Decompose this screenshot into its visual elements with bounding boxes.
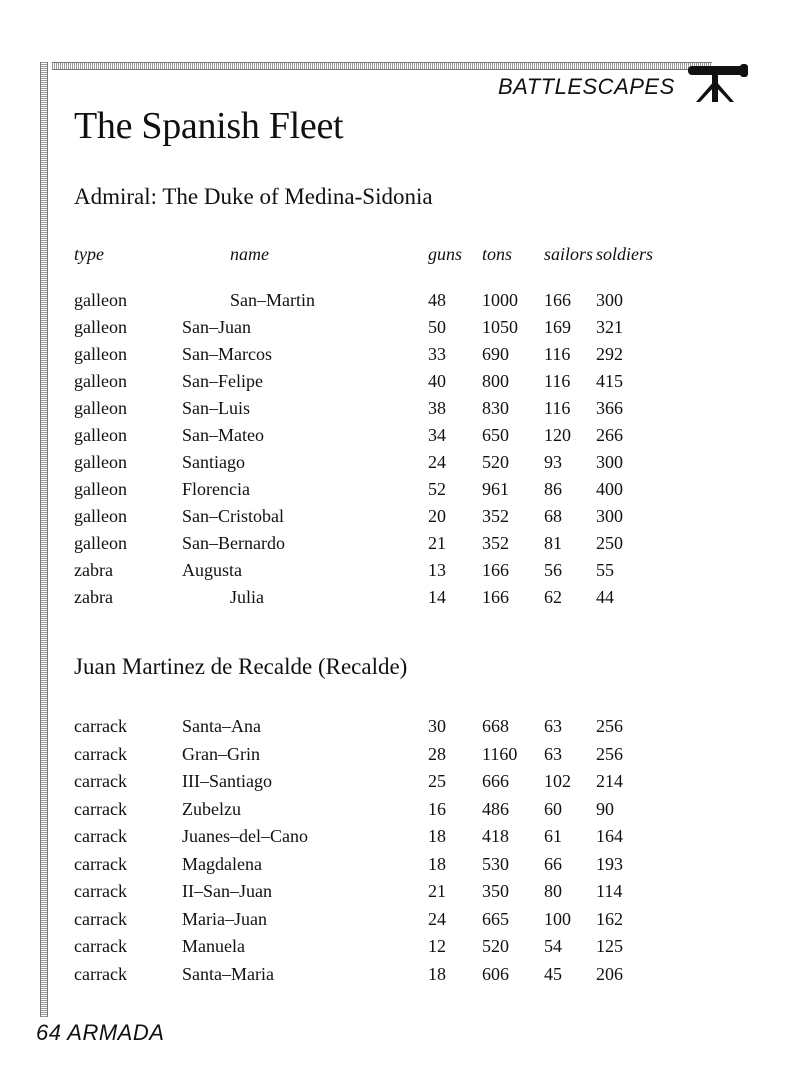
ship-sailors: 86 xyxy=(544,479,562,499)
table-row xyxy=(0,854,800,880)
table-row xyxy=(0,881,800,907)
ship-type: galleon xyxy=(74,533,127,553)
ship-soldiers: 90 xyxy=(596,798,614,819)
ship-type: galleon xyxy=(74,506,127,526)
ship-soldiers: 300 xyxy=(596,452,623,472)
table-header xyxy=(0,244,800,270)
ship-sailors: 56 xyxy=(544,560,562,580)
ship-name: San–Juan xyxy=(182,317,251,337)
ship-soldiers: 55 xyxy=(596,560,614,580)
ship-type: galleon xyxy=(74,344,127,364)
ship-tons: 520 xyxy=(482,452,509,472)
ship-name: San–Luis xyxy=(182,398,251,418)
ship-tons: 690 xyxy=(482,344,509,364)
ship-soldiers: 256 xyxy=(596,743,623,764)
table-row xyxy=(0,371,800,397)
ship-name: Zubelzu xyxy=(182,798,241,819)
ship-soldiers: 266 xyxy=(596,425,623,445)
ship-type: carrack xyxy=(74,743,127,764)
ship-type: zabra xyxy=(74,587,113,607)
ship-name: San–Cristobal xyxy=(182,506,284,526)
ship-name: San–Martin xyxy=(230,290,315,310)
column-header-type: type xyxy=(74,244,104,264)
ship-name: Santiago xyxy=(182,452,245,472)
ship-guns: 38 xyxy=(428,398,446,418)
ship-soldiers: 300 xyxy=(596,506,623,526)
ship-sailors: 68 xyxy=(544,506,562,526)
ship-name: San–Marcos xyxy=(182,344,272,364)
ship-guns: 16 xyxy=(428,798,446,819)
section-heading: Admiral: The Duke of Medina-Sidonia xyxy=(74,184,433,209)
ship-guns: 18 xyxy=(428,853,446,874)
table-row xyxy=(0,587,800,613)
ship-sailors: 61 xyxy=(544,826,562,846)
ship-sailors: 80 xyxy=(544,881,562,901)
ship-guns: 40 xyxy=(428,371,446,391)
table-row xyxy=(0,425,800,451)
ship-type: carrack xyxy=(74,853,127,874)
ship-guns: 18 xyxy=(428,963,446,984)
table-row xyxy=(0,398,800,424)
ship-tons: 166 xyxy=(482,560,509,580)
ship-guns: 14 xyxy=(428,587,446,607)
ship-soldiers: 400 xyxy=(596,479,623,499)
ship-name: Julia xyxy=(230,587,264,607)
ship-guns: 30 xyxy=(428,716,446,736)
ship-name: Magdalena xyxy=(182,853,262,874)
ship-sailors: 93 xyxy=(544,452,562,472)
ship-guns: 13 xyxy=(428,560,446,580)
ship-tons: 352 xyxy=(482,533,509,553)
table-row xyxy=(0,936,800,962)
ship-sailors: 66 xyxy=(544,853,562,874)
column-header-sailors: sailors xyxy=(544,244,594,264)
page-title: The Spanish Fleet xyxy=(74,105,344,147)
ship-tons: 350 xyxy=(482,881,509,901)
table-row xyxy=(0,964,800,990)
ship-soldiers: 164 xyxy=(596,826,623,846)
ship-soldiers: 366 xyxy=(596,398,623,418)
ship-sailors: 169 xyxy=(544,317,571,337)
ship-guns: 48 xyxy=(428,290,446,310)
ship-tons: 486 xyxy=(482,798,509,819)
ship-name: Florencia xyxy=(182,479,250,499)
table-row xyxy=(0,290,800,316)
column-header-name: name xyxy=(230,244,269,264)
ship-type: carrack xyxy=(74,881,127,901)
ship-guns: 24 xyxy=(428,908,446,929)
ship-tons: 418 xyxy=(482,826,509,846)
ship-soldiers: 256 xyxy=(596,716,623,736)
ship-name: San–Bernardo xyxy=(182,533,285,553)
ship-type: galleon xyxy=(74,452,127,472)
ship-sailors: 166 xyxy=(544,290,571,310)
ship-sailors: 45 xyxy=(544,963,562,984)
ship-name: Santa–Ana xyxy=(182,716,261,736)
ship-name: Juanes–del–Cano xyxy=(182,826,308,846)
ship-guns: 50 xyxy=(428,317,446,337)
ship-sailors: 116 xyxy=(544,398,571,418)
page-footer: 64 ARMADA xyxy=(36,1020,165,1045)
ship-guns: 18 xyxy=(428,826,446,846)
ship-name: Augusta xyxy=(182,560,242,580)
ship-guns: 52 xyxy=(428,479,446,499)
ship-sailors: 60 xyxy=(544,798,562,819)
ship-type: galleon xyxy=(74,398,127,418)
ship-type: galleon xyxy=(74,479,127,499)
ship-tons: 961 xyxy=(482,479,509,499)
ship-name: Santa–Maria xyxy=(182,963,274,984)
table-row xyxy=(0,771,800,797)
ship-type: galleon xyxy=(74,290,127,310)
ship-tons: 352 xyxy=(482,506,509,526)
ship-soldiers: 44 xyxy=(596,587,614,607)
ship-tons: 1160 xyxy=(482,743,518,764)
ship-guns: 25 xyxy=(428,771,446,791)
table-row xyxy=(0,317,800,343)
ship-tons: 520 xyxy=(482,936,509,956)
ship-soldiers: 114 xyxy=(596,881,623,901)
ship-type: carrack xyxy=(74,798,127,819)
ship-sailors: 102 xyxy=(544,771,571,791)
ship-guns: 34 xyxy=(428,425,446,445)
ship-type: carrack xyxy=(74,826,127,846)
ship-tons: 650 xyxy=(482,425,509,445)
table-row xyxy=(0,560,800,586)
section-heading: Juan Martinez de Recalde (Recalde) xyxy=(74,654,408,679)
ship-sailors: 62 xyxy=(544,587,562,607)
ship-tons: 1000 xyxy=(482,290,518,310)
ship-name: Manuela xyxy=(182,936,245,956)
ship-guns: 12 xyxy=(428,936,446,956)
ship-soldiers: 214 xyxy=(596,771,623,791)
ship-guns: 21 xyxy=(428,881,446,901)
section-header-label: BATTLESCAPES xyxy=(498,74,675,99)
ship-guns: 20 xyxy=(428,506,446,526)
ship-guns: 28 xyxy=(428,743,446,764)
ship-name: Gran–Grin xyxy=(182,743,260,764)
table-row xyxy=(0,909,800,935)
ship-name: Maria–Juan xyxy=(182,908,267,929)
ship-soldiers: 206 xyxy=(596,963,623,984)
cannon-icon xyxy=(682,54,752,106)
ship-soldiers: 292 xyxy=(596,344,623,364)
table-row xyxy=(0,344,800,370)
ship-name: San–Mateo xyxy=(182,425,264,445)
ship-tons: 1050 xyxy=(482,317,518,337)
ship-sailors: 100 xyxy=(544,908,571,929)
ship-type: carrack xyxy=(74,936,127,956)
ship-tons: 665 xyxy=(482,908,509,929)
ship-tons: 830 xyxy=(482,398,509,418)
ship-soldiers: 415 xyxy=(596,371,623,391)
ship-sailors: 54 xyxy=(544,936,562,956)
ship-tons: 666 xyxy=(482,771,509,791)
ship-sailors: 116 xyxy=(544,371,571,391)
table-row xyxy=(0,744,800,770)
table-row xyxy=(0,506,800,532)
ship-soldiers: 300 xyxy=(596,290,623,310)
ship-tons: 530 xyxy=(482,853,509,874)
ship-guns: 24 xyxy=(428,452,446,472)
ship-type: carrack xyxy=(74,716,127,736)
ship-type: galleon xyxy=(74,371,127,391)
column-header-guns: guns xyxy=(428,244,463,264)
ship-sailors: 63 xyxy=(544,743,562,764)
ship-type: carrack xyxy=(74,908,127,929)
table-row xyxy=(0,799,800,825)
ship-name: San–Felipe xyxy=(182,371,263,391)
ship-soldiers: 321 xyxy=(596,317,623,337)
table-row xyxy=(0,826,800,852)
page-border-top xyxy=(52,62,712,70)
ship-guns: 33 xyxy=(428,344,446,364)
ship-name: II–San–Juan xyxy=(182,881,272,901)
table-row xyxy=(0,452,800,478)
ship-sailors: 120 xyxy=(544,425,571,445)
ship-tons: 668 xyxy=(482,716,509,736)
column-header-tons: tons xyxy=(482,244,513,264)
ship-tons: 800 xyxy=(482,371,509,391)
ship-sailors: 116 xyxy=(544,344,571,364)
table-row xyxy=(0,479,800,505)
ship-soldiers: 250 xyxy=(596,533,623,553)
ship-sailors: 81 xyxy=(544,533,562,553)
ship-tons: 606 xyxy=(482,963,509,984)
ship-soldiers: 162 xyxy=(596,908,623,929)
ship-type: zabra xyxy=(74,560,113,580)
ship-type: galleon xyxy=(74,425,127,445)
ship-type: carrack xyxy=(74,963,127,984)
ship-tons: 166 xyxy=(482,587,509,607)
ship-guns: 21 xyxy=(428,533,446,553)
ship-type: galleon xyxy=(74,317,127,337)
table-row xyxy=(0,716,800,742)
ship-soldiers: 125 xyxy=(596,936,623,956)
ship-soldiers: 193 xyxy=(596,853,623,874)
ship-type: carrack xyxy=(74,771,127,791)
ship-name: III–Santiago xyxy=(182,771,272,791)
table-row xyxy=(0,533,800,559)
column-header-soldiers: soldiers xyxy=(596,244,654,264)
ship-sailors: 63 xyxy=(544,716,562,736)
